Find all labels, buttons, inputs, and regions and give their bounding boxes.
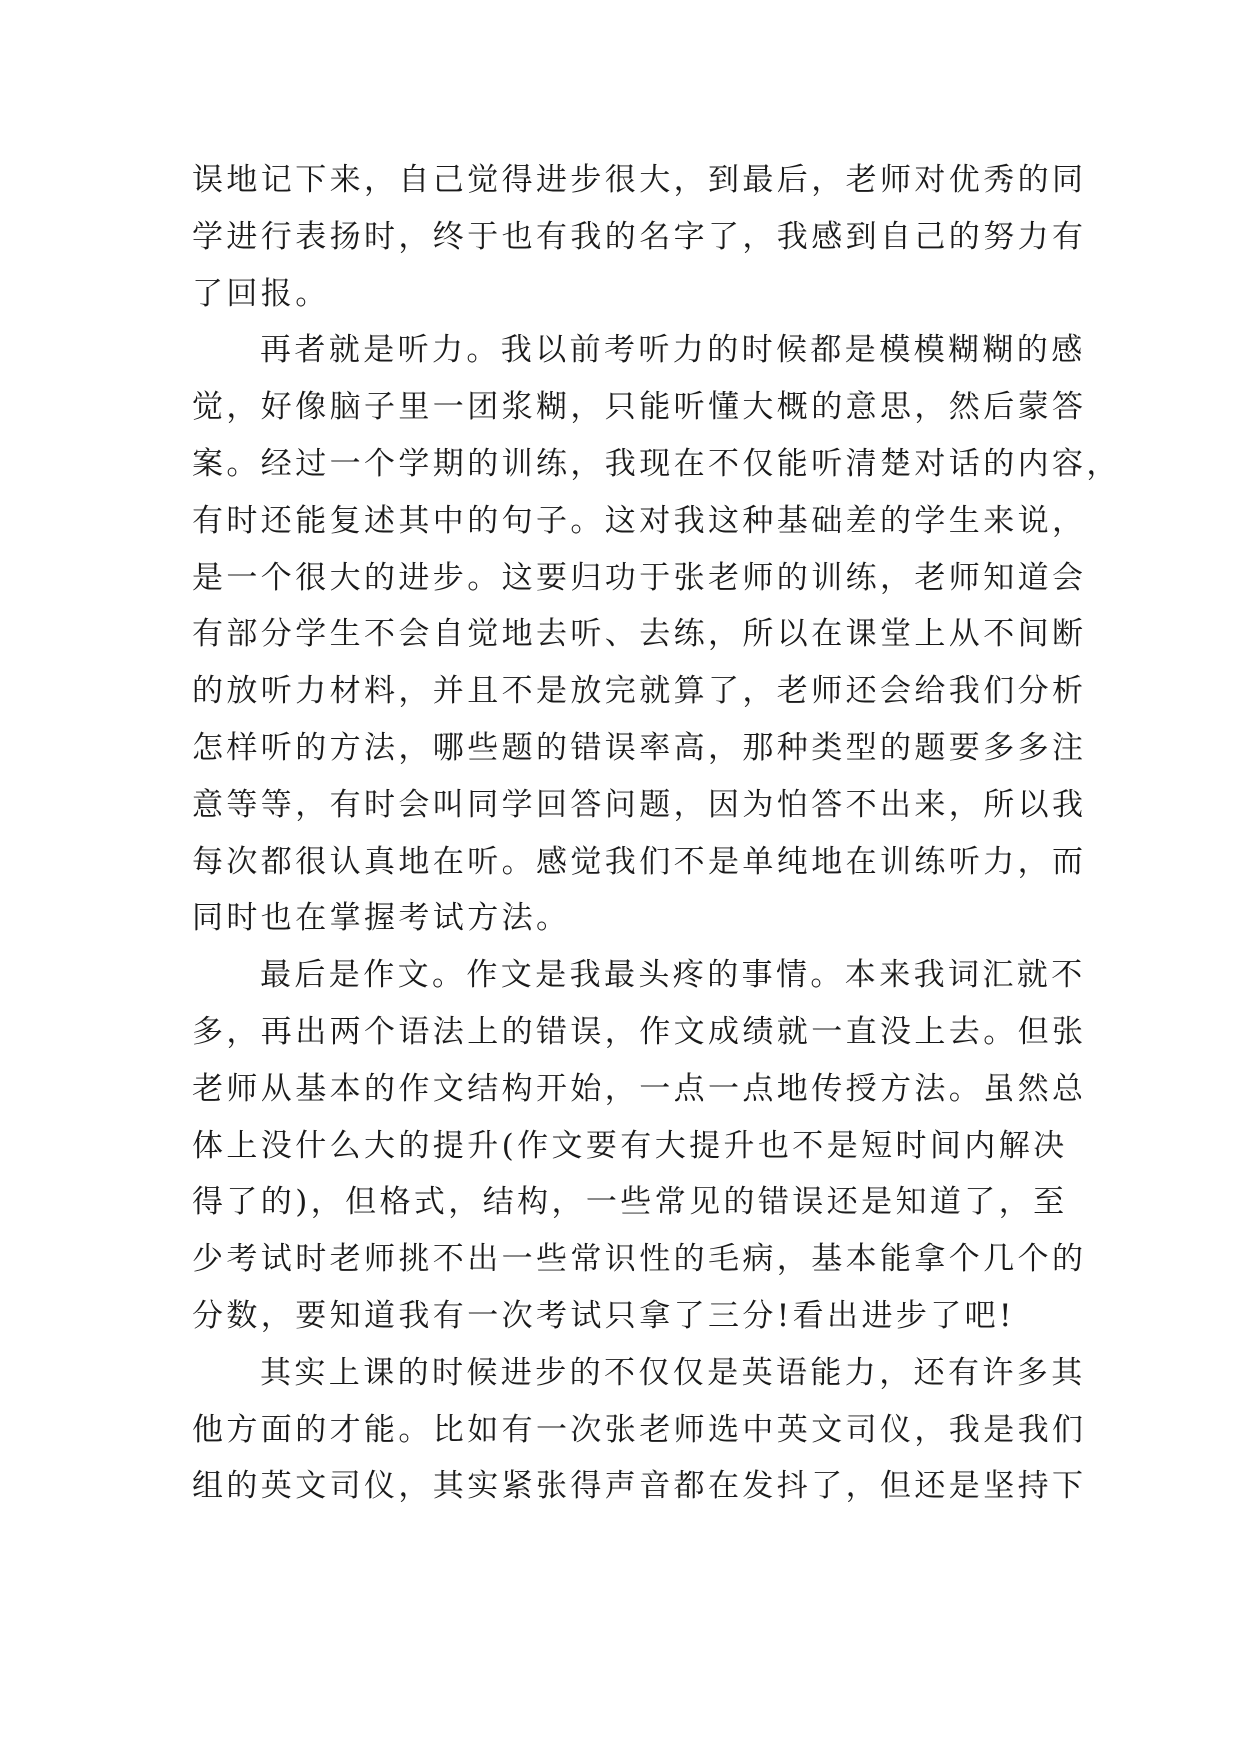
text-line: 有部分学生不会自觉地去听、去练，所以在课堂上从不间断 [192, 616, 1087, 653]
text-line: 了回报。 [192, 275, 330, 312]
document-body-text [192, 152, 1121, 1515]
text-line: 他方面的才能。比如有一次张老师选中英文司仪，我是我们 [192, 1411, 1087, 1448]
text-line: 怎样听的方法，哪些题的错误率高，那种类型的题要多多注 [192, 729, 1087, 766]
text-line: 多，再出两个语法上的错误，作文成绩就一直没上去。但张 [192, 1013, 1087, 1050]
text-line: 少考试时老师挑不出一些常识性的毛病，基本能拿个几个的 [192, 1241, 1087, 1278]
text-line: 组的英文司仪，其实紧张得声音都在发抖了，但还是坚持下 [192, 1468, 1087, 1505]
text-line: 是一个很大的进步。这要归功于张老师的训练，老师知道会 [192, 559, 1087, 596]
text-line: 分数，要知道我有一次考试只拿了三分!看出进步了吧! [192, 1297, 1015, 1334]
text-line: 学进行表扬时，终于也有我的名字了，我感到自己的努力有 [192, 218, 1087, 255]
text-line: 老师从基本的作文结构开始，一点一点地传授方法。虽然总 [192, 1070, 1087, 1107]
text-line: 有时还能复述其中的句子。这对我这种基础差的学生来说， [192, 502, 1087, 539]
text-line: 的放听力材料，并且不是放完就算了，老师还会给我们分析 [192, 673, 1087, 710]
paragraph-first-line: 其实上课的时候进步的不仅仅是英语能力，还有许多其 [260, 1354, 1086, 1391]
paragraph-first-line: 最后是作文。作文是我最头疼的事情。本来我词汇就不 [260, 957, 1086, 994]
text-line: 误地记下来，自己觉得进步很大，到最后，老师对优秀的同 [192, 162, 1087, 198]
text-line: 觉，好像脑子里一团浆糊，只能听懂大概的意思，然后蒙答 [192, 389, 1087, 426]
text-line: 同时也在掌握考试方法。 [192, 900, 571, 937]
text-line: 体上没什么大的提升(作文要有大提升也不是短时间内解决 [192, 1127, 1068, 1164]
text-line: 案。经过一个学期的训练，我现在不仅能听清楚对话的内容， [192, 445, 1121, 482]
text-line: 意等等，有时会叫同学回答问题，因为怕答不出来，所以我 [192, 786, 1087, 823]
text-line: 得了的)，但格式，结构，一些常见的错误还是知道了，至 [192, 1184, 1068, 1221]
text-line: 每次都很认真地在听。感觉我们不是单纯地在训练听力，而 [192, 843, 1087, 880]
paragraph-first-line: 再者就是听力。我以前考听力的时候都是模模糊糊的感 [260, 332, 1086, 369]
